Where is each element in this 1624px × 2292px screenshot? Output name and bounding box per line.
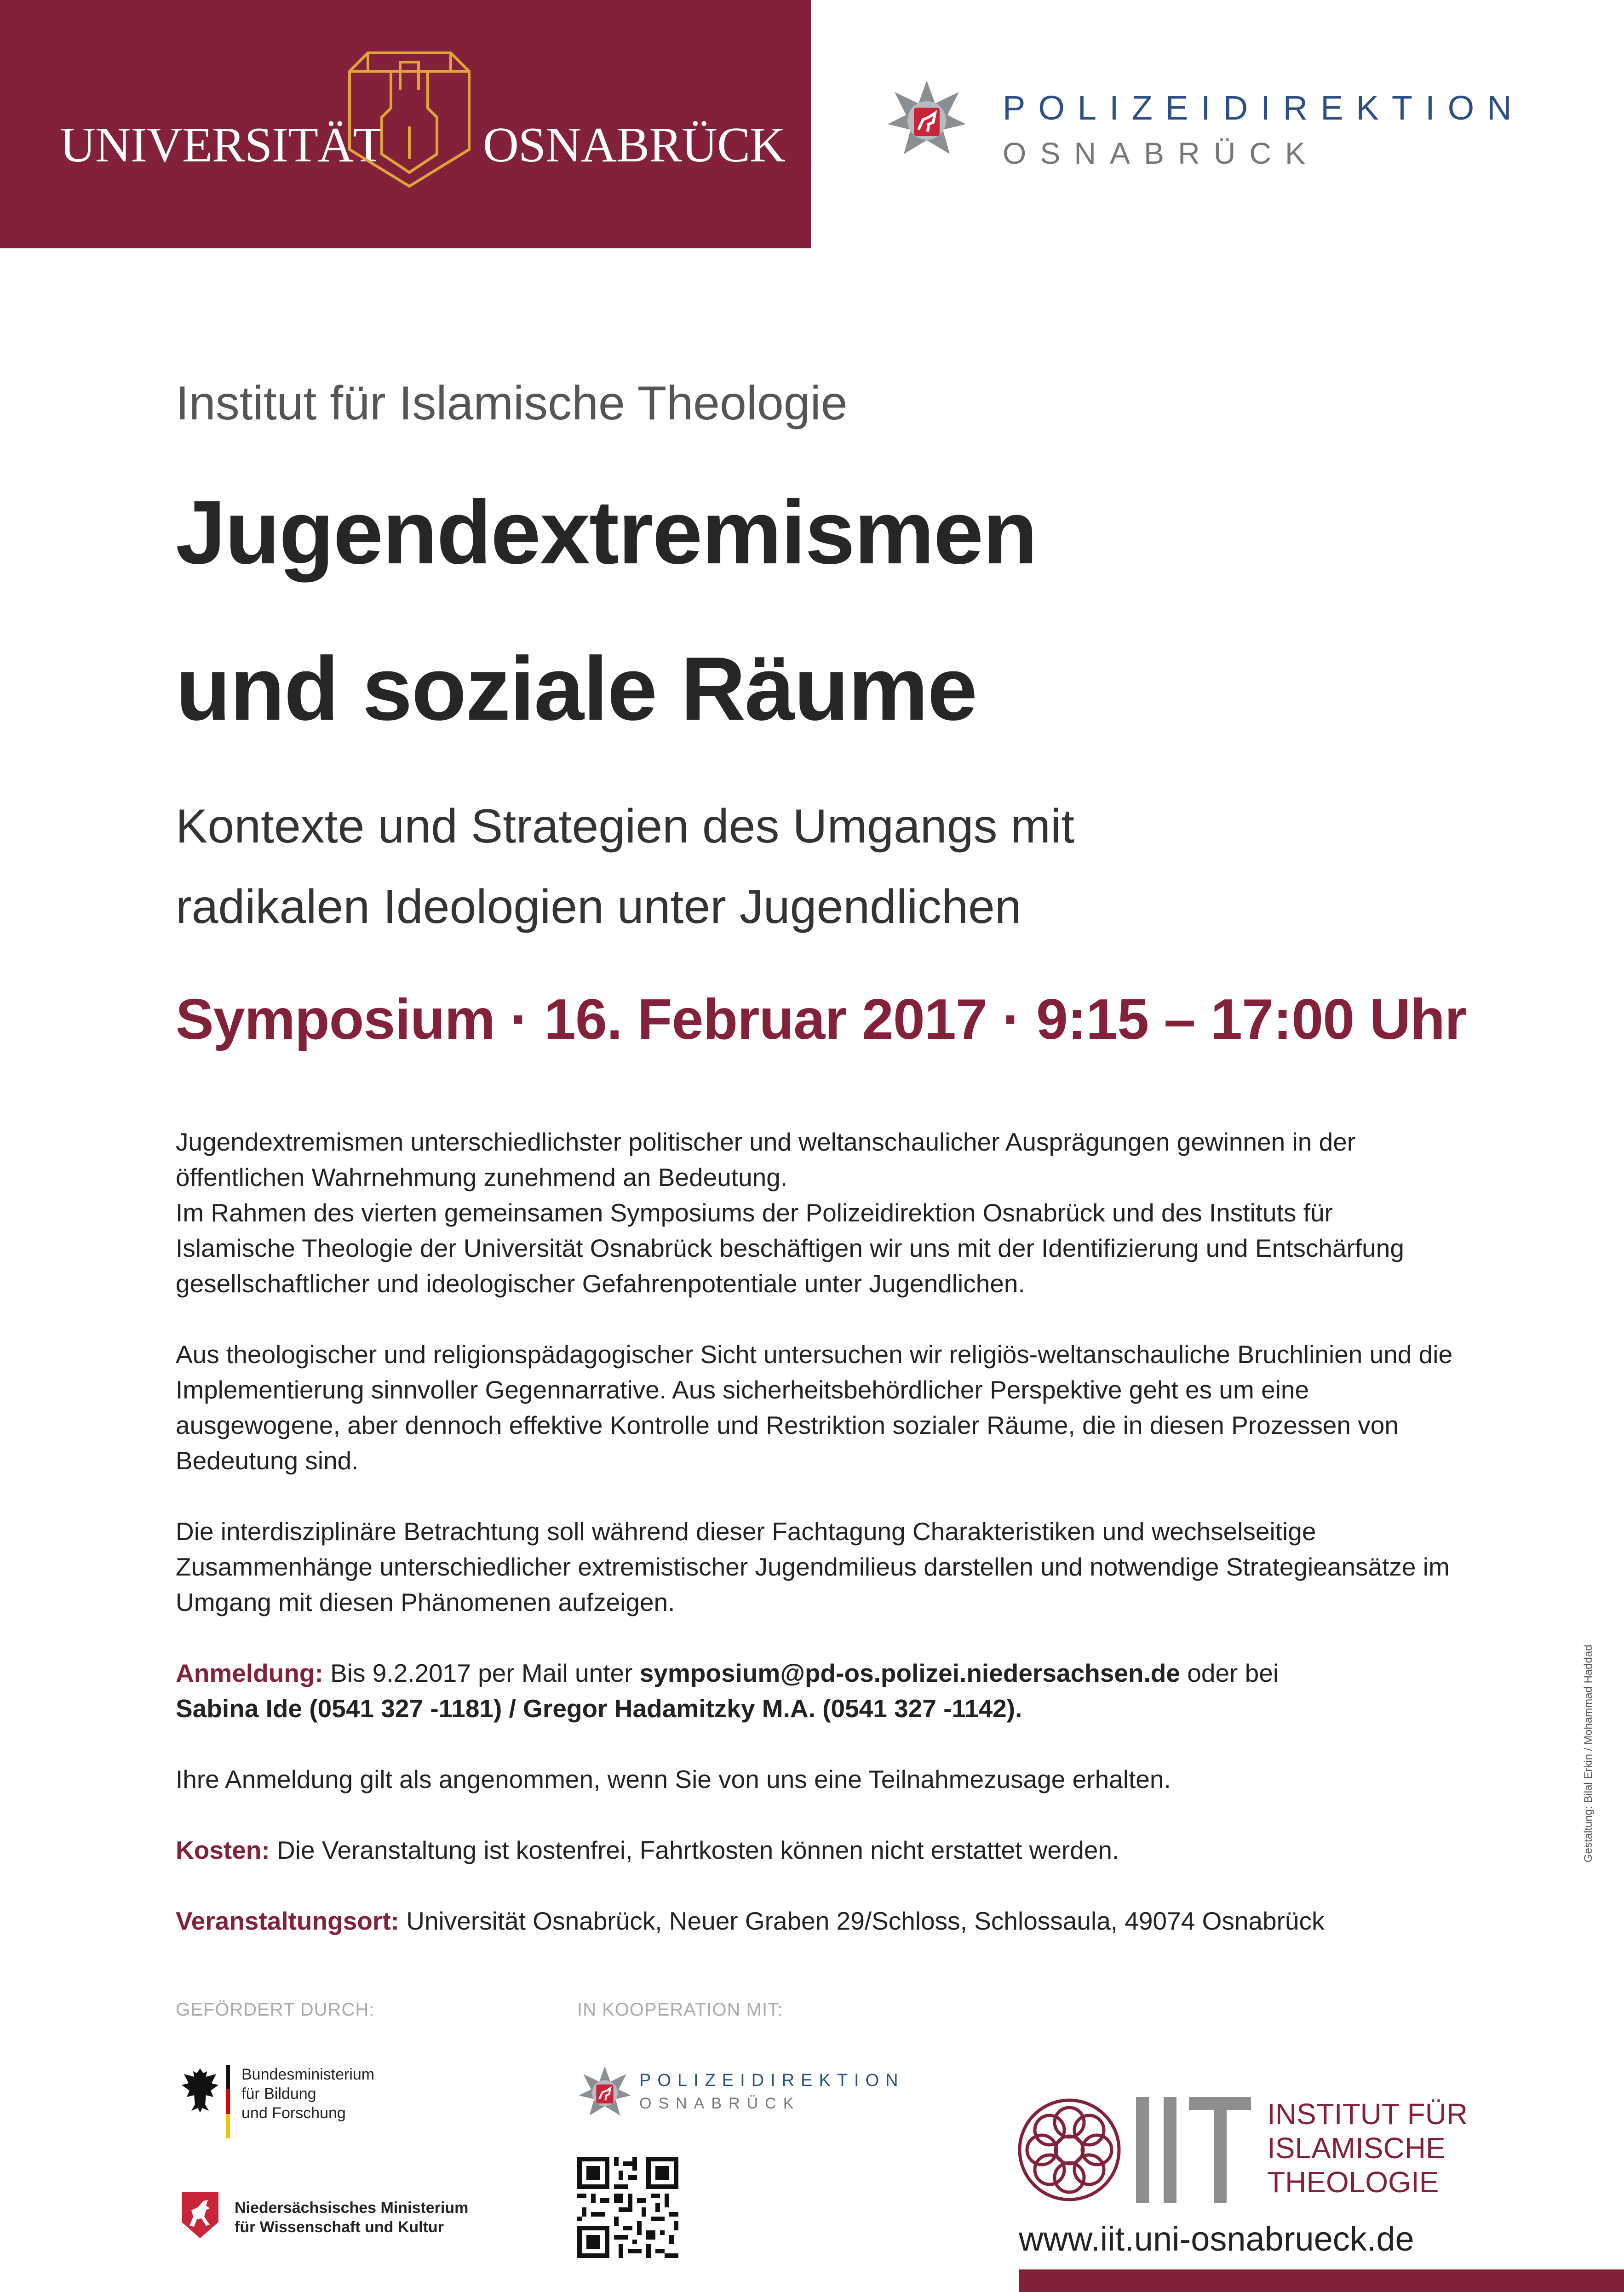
venue-label: Veranstaltungsort: <box>176 1907 399 1935</box>
title-line1: Jugendextremismen <box>176 482 1037 583</box>
body-text <box>176 1124 1454 1974</box>
costs-text: Die Veranstaltung ist kostenfrei, Fahrtkosten können nicht erstattet werden. <box>270 1836 1119 1864</box>
registration-text2: oder bei <box>1180 1659 1279 1687</box>
title-line2: und soziale Räume <box>176 638 977 739</box>
nds-ministry-logo-text <box>235 2198 468 2237</box>
costs-label: Kosten: <box>176 1836 270 1864</box>
registration-label: Anmeldung: <box>176 1659 323 1687</box>
bmbf-line2: für Bildung <box>241 2085 316 2103</box>
bmbf-line1: Bundesministerium <box>241 2066 375 2083</box>
bottom-accent-bar <box>1019 2269 1624 2292</box>
bmbf-logo-text <box>241 2065 374 2123</box>
police-name-line2: OSNABRÜCK <box>1003 136 1320 170</box>
paragraph-interdisciplinary: Die interdisziplinäre Betrachtung soll während dieser Fachtagung Charakteristiken und wechselseitige Zusammenhänge unterschiedlicher extremistischer Jugendmilieus darstellen und notwendige Strategieansätze im Umgang mit diesen Phänomenen aufzeigen. <box>176 1517 1450 1616</box>
police-name-line1: POLIZEIDIREKTION <box>1003 89 1525 127</box>
police-star-small-icon <box>577 2065 632 2120</box>
university-crest-icon <box>340 44 478 195</box>
german-flag-icon <box>226 2065 230 2138</box>
paragraph-intro-a: Jugendextremismen unterschiedlichster politischer und weltanschaulicher Ausprägungen gewinnen in der öffentlichen Wahrnehmung zunehmend an Bedeutung. <box>176 1128 1356 1192</box>
paragraph-intro <box>176 1124 1454 1301</box>
nds-line2: für Wissenschaft und Kultur <box>235 2218 444 2236</box>
cooperation-label: IN KOOPERATION MIT: <box>577 2000 783 2020</box>
lower-saxony-horse-icon <box>179 2190 221 2240</box>
costs <box>176 1833 1454 1868</box>
registration-contacts: Sabina Ide (0541 327 -1181) / Gregor Hadamitzky M.A. (0541 327 -1142). <box>176 1694 1022 1723</box>
federal-eagle-icon <box>179 2065 221 2115</box>
university-name-right: OSNABRÜCK <box>483 118 786 172</box>
university-name-left: UNIVERSITÄT <box>60 118 383 172</box>
funded-by-label: GEFÖRDERT DURCH: <box>176 2000 375 2020</box>
institute-heading: Institut für Islamische Theologie <box>176 377 848 430</box>
police-small-line2: OSNABRÜCK <box>639 2095 801 2112</box>
registration-text1: Bis 9.2.2017 per Mail unter <box>323 1659 640 1687</box>
nds-line1: Niedersächsisches Ministerium <box>235 2199 469 2217</box>
qr-code-icon[interactable] <box>577 2157 678 2258</box>
paragraph-intro-b: Im Rahmen des vierten gemeinsamen Symposiums der Polizeidirektion Osnabrück und des Instituts für Islamische Theologie der Universität Osnabrück beschäftigen wir uns mit der Identifizierung und Entschärfung gesellschaftlicher und ideologischer Gefahrenpotentiale unter Jugendlichen. <box>176 1198 1404 1298</box>
confirmation-note: Ihre Anmeldung gilt als angenommen, wenn Sie von uns eine Teilnahmezusage erhalten. <box>176 1765 1171 1793</box>
venue-text: Universität Osnabrück, Neuer Graben 29/Schloss, Schlossaula, 49074 Osnabrück <box>399 1907 1325 1935</box>
iit-website-link[interactable]: www.iit.uni-osnabrueck.de <box>1019 2220 1414 2258</box>
design-credit: Gestaltung: Bilal Erkin / Mohammad Haddad <box>1582 1645 1595 1862</box>
registration <box>176 1656 1454 1726</box>
iit-rosette-icon <box>1016 2097 1122 2203</box>
iit-name-line3: THEOLOGIE <box>1267 2166 1439 2199</box>
paragraph-theology: Aus theologischer und religionspädagogischer Sicht untersuchen wir religiös-weltanschauliche Bruchlinien und die Implementierung sinnvoller Gegennarrative. Aus sicherheitsbehördlicher Perspektive geht es um eine ausgewogene, aber dennoch effektive Kontrolle und Restriktion sozialer Räume, die in diesen Prozessen von Bedeutung sind. <box>176 1340 1453 1475</box>
subtitle-line1: Kontexte und Strategien des Umgangs mit <box>176 800 1075 853</box>
iit-name-line2: ISLAMISCHE <box>1267 2132 1446 2165</box>
bmbf-line3: und Forschung <box>241 2104 346 2122</box>
police-star-icon <box>885 78 968 161</box>
police-small-line1: POLIZEIDIREKTION <box>639 2071 905 2090</box>
event-date-line: Symposium · 16. Februar 2017 · 9:15 – 17:00 Uhr <box>176 988 1467 1051</box>
venue <box>176 1903 1454 1939</box>
subtitle-line2: radikalen Ideologien unter Jugendlichen <box>176 880 1021 934</box>
registration-email-link[interactable]: symposium@pd-os.polizei.niedersachsen.de <box>639 1659 1180 1687</box>
iit-name-line1: INSTITUT FÜR <box>1267 2097 1468 2131</box>
iit-letters-icon <box>1136 2097 1251 2203</box>
